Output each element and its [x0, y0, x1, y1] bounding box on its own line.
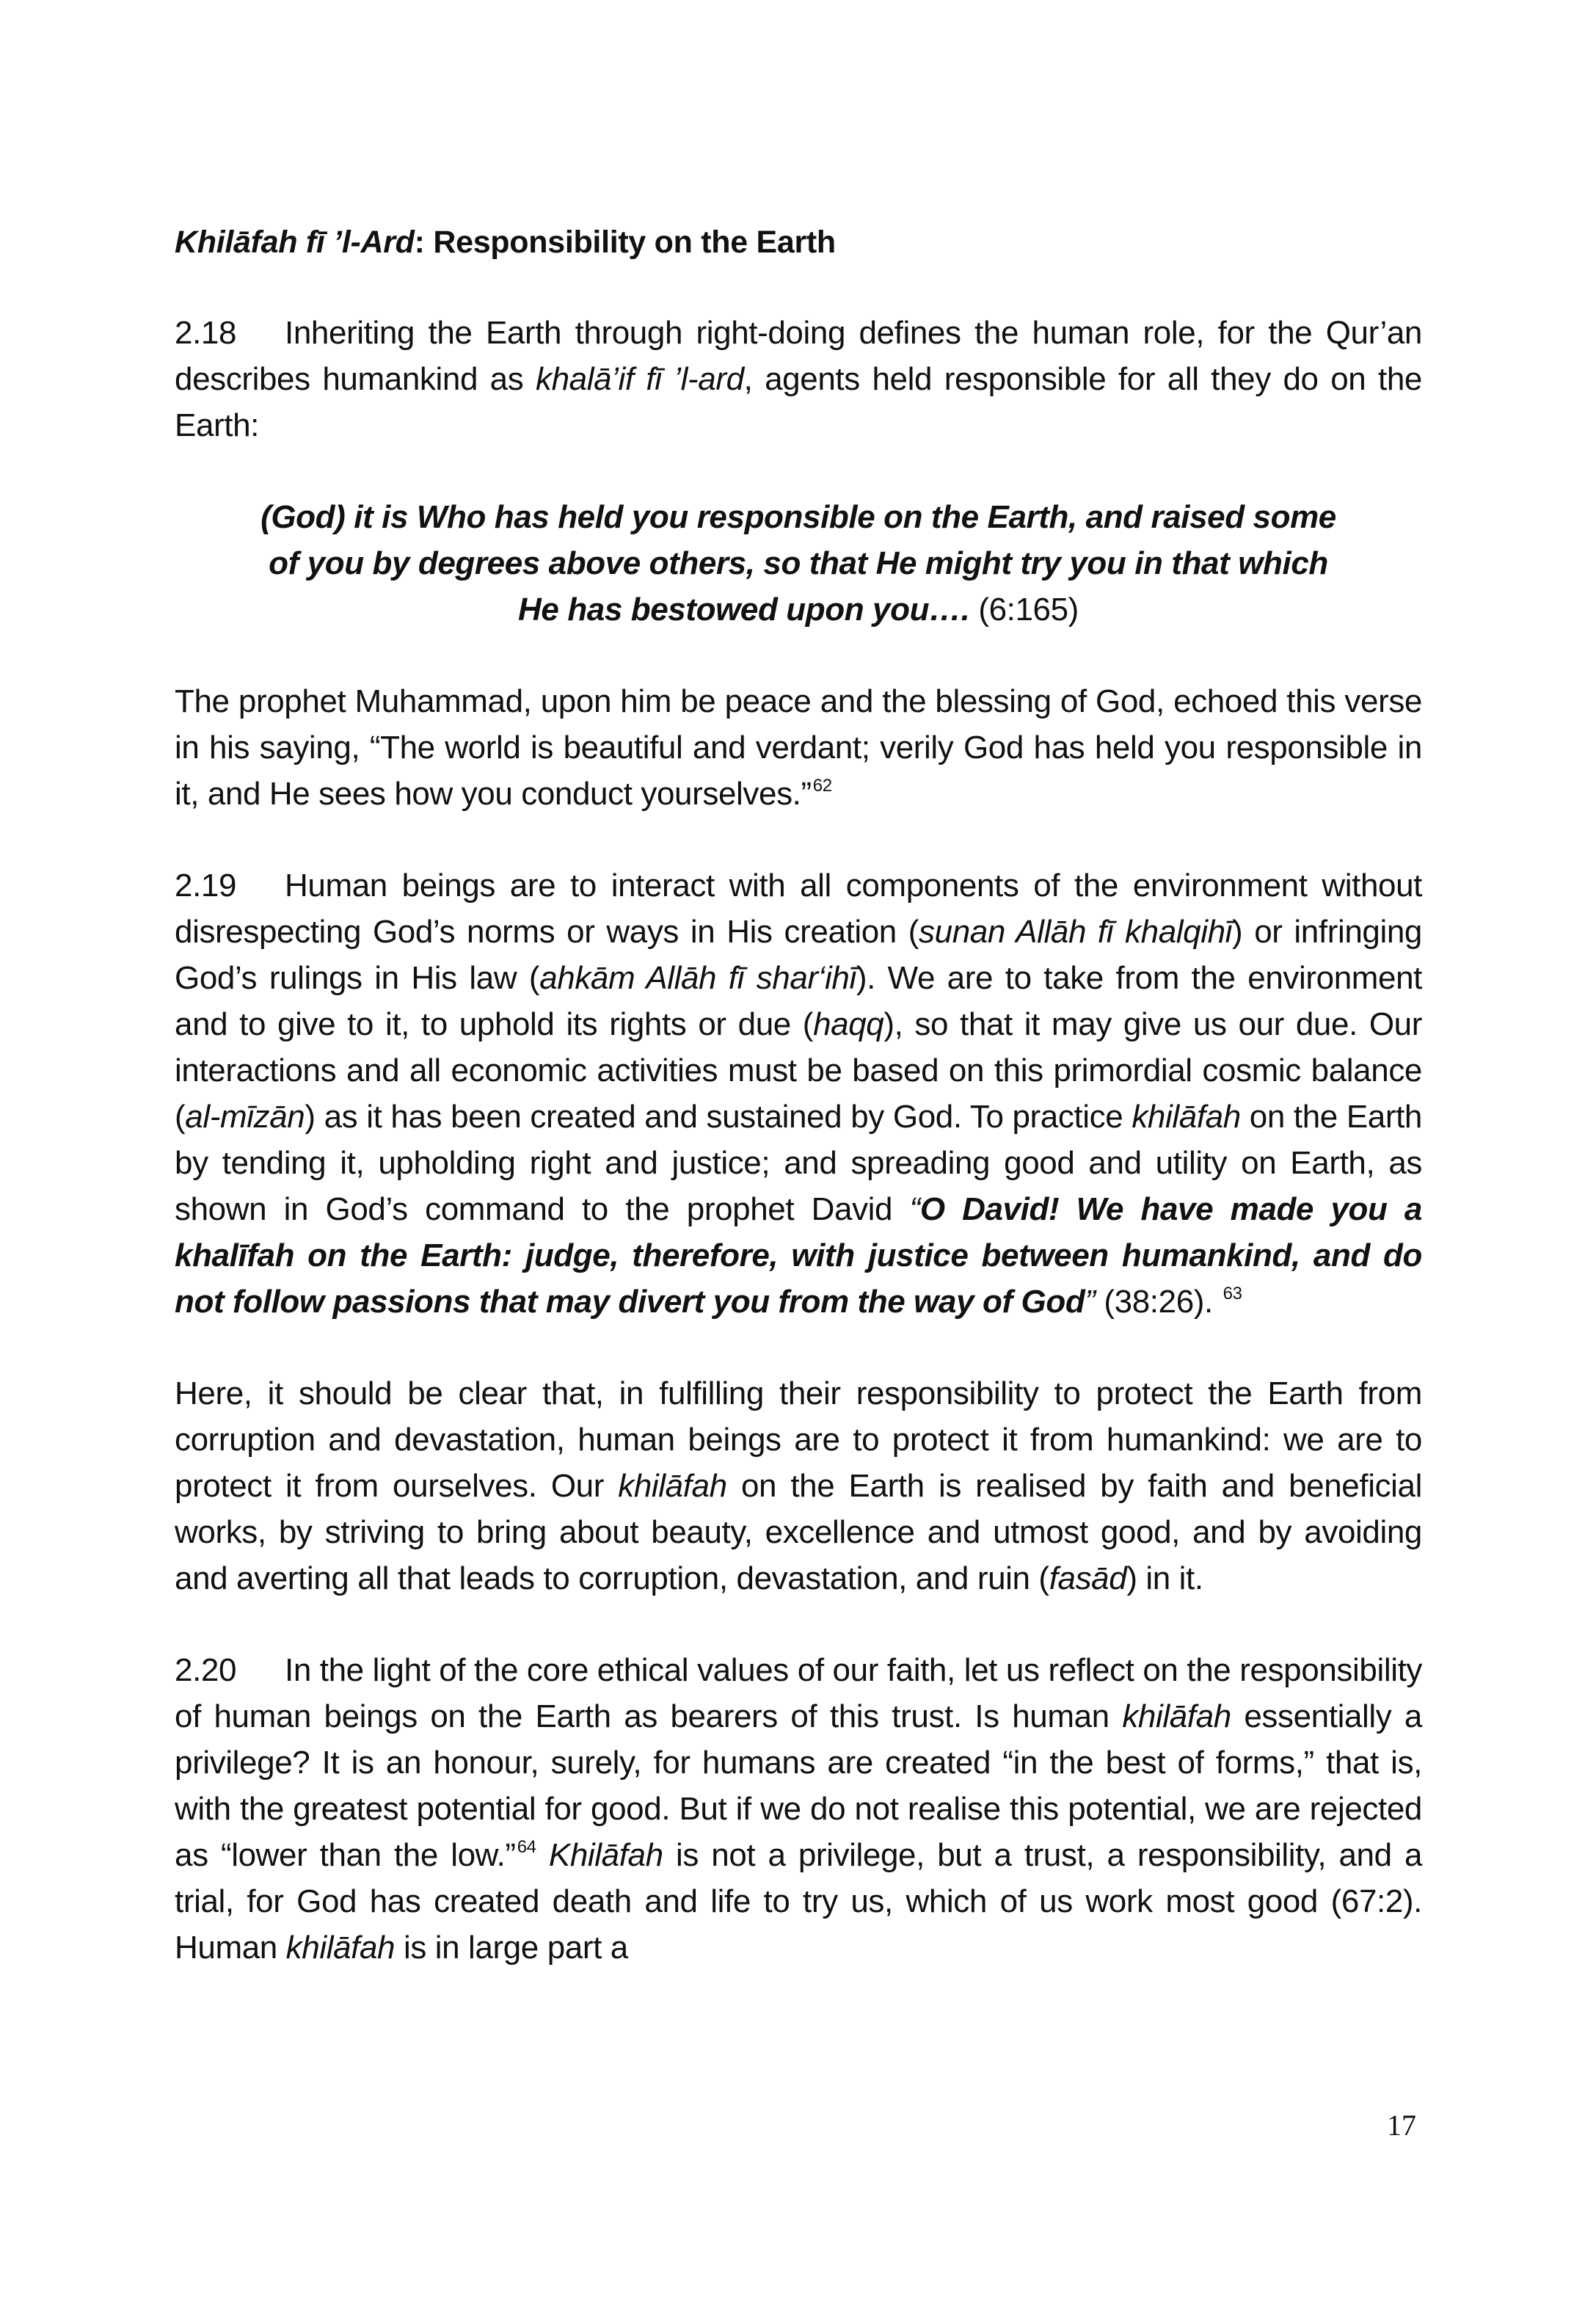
quran-quote	[255, 494, 1341, 633]
paragraph-text: In the light of the core ethical values of our faith, let us reflect on the responsibility of human beings on the Earth as bearers of this trust. Is human	[175, 1652, 1422, 1734]
arabic-term: fasād	[1049, 1560, 1127, 1596]
paragraph-text: on the Earth by tending it, upholding right and justice; and spreading good and utility on Earth, as shown in God’s command to the prophet David	[175, 1099, 1422, 1227]
arabic-term: khilāfah	[1122, 1698, 1231, 1734]
paragraph-2-19	[175, 862, 1422, 1325]
quote-mark: “	[909, 1191, 920, 1227]
footnote-ref[interactable]: 64	[517, 1837, 536, 1857]
arabic-term: khilāfah	[618, 1468, 727, 1504]
paragraph-text: (38:26).	[1095, 1284, 1222, 1320]
footnote-ref[interactable]: 63	[1222, 1284, 1242, 1304]
paragraph-2-18	[175, 310, 1422, 448]
paragraph-text: , agents held responsible for all they do on the Earth:	[175, 361, 1422, 443]
quote-reference: (6:165)	[969, 592, 1079, 628]
paragraph-2-20	[175, 1647, 1422, 1971]
section-heading	[175, 220, 1422, 264]
paragraph-text	[536, 1837, 549, 1873]
paragraph-text: ), so that it may give us our due. Our interactions and all economic activities must be based on this primordial cosmic balance (	[175, 1006, 1423, 1135]
paragraph-text: essentially a privilege? It is an honour, surely, for humans are created “in the best of forms,” that is, with the greatest potential for good. But if we do not realise this potential, we are rejected as “lower than the low.”	[175, 1698, 1422, 1873]
paragraph-text: on the Earth is realised by faith and beneficial works, by striving to bring about beauty, excellence and utmost good, and by avoiding and averting all that leads to corruption, devastation, and ruin (	[175, 1468, 1422, 1596]
paragraph-number: 2.19	[175, 868, 237, 904]
paragraph-text: Here, it should be clear that, in fulfilling their responsibility to protect the Earth from corruption and devastation, human beings are to protect it from humankind: we are to protect it from ourselves. Our	[175, 1375, 1422, 1504]
heading-title: : Responsibility on the Earth	[414, 225, 836, 260]
quote-mark: ”	[1085, 1284, 1096, 1320]
arabic-term: khalā’if fī ’l-ard	[535, 361, 744, 397]
paragraph-number: 2.18	[175, 315, 237, 351]
footnote-ref[interactable]: 62	[812, 776, 832, 796]
page-number: 17	[1387, 2109, 1416, 2142]
paragraph-text: ) as it has been created and sustained by God. To practice	[305, 1099, 1132, 1135]
hadith-paragraph	[175, 678, 1422, 817]
heading-italic-term: Khilāfah fī ’l-Ard	[175, 225, 415, 260]
paragraph-text: ) in it.	[1126, 1560, 1203, 1596]
quran-inline-quote: O David! We have made you a khalīfah on the Earth: judge, therefore, with justice between humankind, and do not follow passions that may divert you from the way of God	[175, 1191, 1422, 1320]
arabic-term: al-mīzān	[185, 1099, 305, 1135]
paragraph-text: ). We are to take from the environment and to give to it, to uphold its rights or due (	[175, 960, 1422, 1042]
paragraph-text: ) or infringing God’s rulings in His law (	[175, 914, 1422, 996]
arabic-term: sunan Allāh fī khalqihī	[919, 914, 1233, 950]
paragraph-text: is in large part a	[395, 1930, 628, 1966]
paragraph-here	[175, 1370, 1422, 1602]
arabic-term: ahkām Allāh fī shar‘ihī	[539, 960, 856, 996]
paragraph-text: The prophet Muhammad, upon him be peace and the blessing of God, echoed this verse in his saying, “The world is beautiful and verdant; verily God has held you responsible in it, and He sees how you conduct yourselves.”	[175, 683, 1422, 812]
paragraph-text: is not a privilege, but a trust, a responsibility, and a trial, for God has created death and life to try us, which of us work most good (67:2). Human	[175, 1837, 1423, 1966]
arabic-term: Khilāfah	[548, 1837, 663, 1873]
paragraph-text: Human beings are to interact with all components of the environment without disrespecting God’s norms or ways in His creation (	[175, 868, 1422, 950]
paragraph-text: Inheriting the Earth through right-doing defines the human role, for the Qur’an describes humankind as	[175, 315, 1422, 397]
arabic-term: khilāfah	[1132, 1099, 1241, 1135]
quote-text: (God) it is Who has held you responsible on the Earth, and raised some of you by degrees above others, so that He might try you in that which He has bestowed upon you….	[260, 499, 1336, 628]
paragraph-number: 2.20	[175, 1652, 237, 1688]
document-page	[175, 220, 1422, 2016]
arabic-term: haqq	[813, 1006, 884, 1042]
arabic-term: khilāfah	[285, 1930, 396, 1966]
